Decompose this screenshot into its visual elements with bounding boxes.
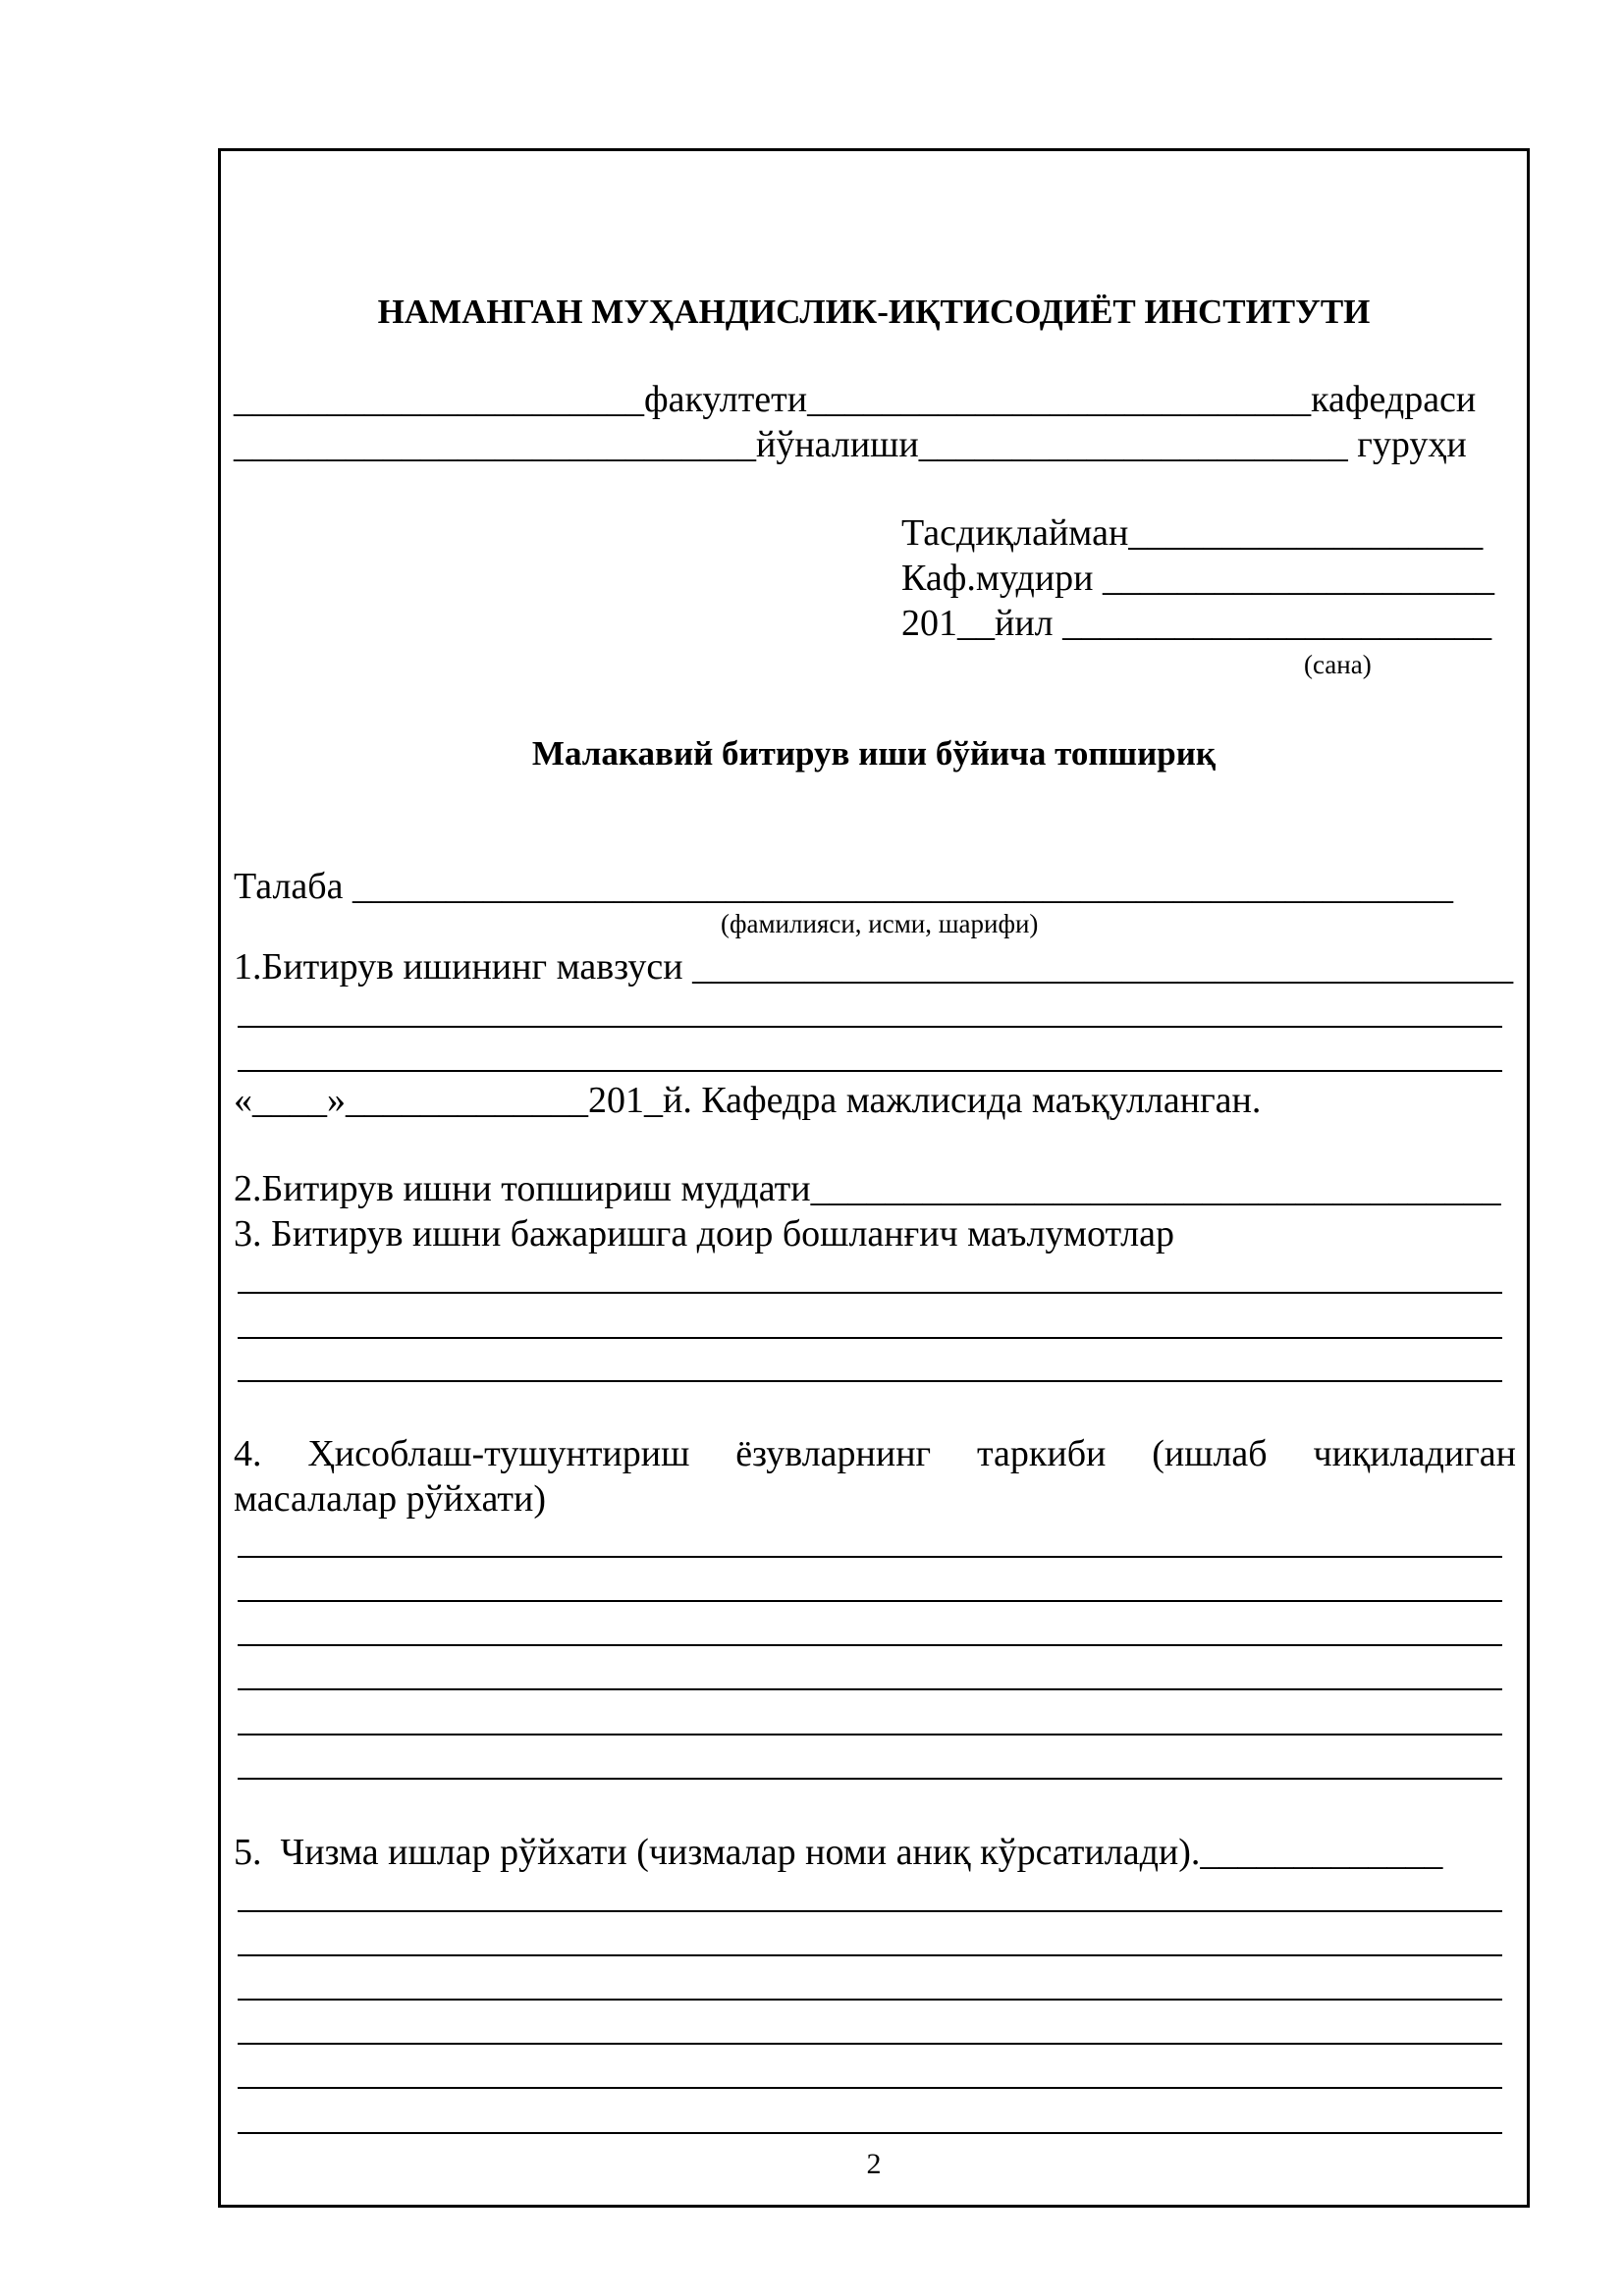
blank-line <box>238 2087 1502 2089</box>
blank-line <box>238 1600 1502 1602</box>
blank-line <box>238 1556 1502 1558</box>
blank-line <box>238 1999 1502 2001</box>
assignment-title: Малакавий битирув иши бўйича топшириқ <box>531 734 1217 773</box>
blank-line <box>238 1954 1502 1956</box>
calc-notes-heading: 4. Ҳисоблаш-тушунтириш ёзувларнинг таркиби (ишлаб чиқиладиган <box>234 1433 1516 1474</box>
drawings-heading: 5. Чизма ишлар рўйхати (чизмалар номи аниқ кўрсатилади)._____________ <box>234 1832 1443 1873</box>
year-line: 201__йил _______________________ <box>901 603 1492 644</box>
blank-line <box>238 1380 1502 1382</box>
blank-line <box>238 2043 1502 2045</box>
department-head-line: Каф.мудири _____________________ <box>901 558 1494 599</box>
deadline-line: 2.Битирув ишни топшириш муддати_____________________________________ <box>234 1168 1501 1209</box>
blank-line <box>238 1292 1502 1294</box>
blank-line <box>238 1778 1502 1780</box>
blank-line <box>238 1734 1502 1735</box>
blank-line <box>238 2132 1502 2134</box>
page-number: 2 <box>866 2148 882 2180</box>
student-name-hint: (фамилияси, исми, шарифи) <box>721 909 1039 938</box>
department-approval-line: «____»_____________201_й. Кафедра мажлисида маъқулланган. <box>234 1080 1262 1121</box>
blank-line <box>238 1026 1502 1028</box>
student-line: Талаба ___________________________________________________________ <box>234 866 1453 907</box>
blank-line <box>238 1688 1502 1690</box>
approve-line: Тасдиқлайман___________________ <box>901 512 1484 554</box>
topic-line: 1.Битирув ишининг мавзуси ____________________________________________ <box>234 946 1514 988</box>
date-hint: (сана) <box>1304 650 1372 679</box>
blank-line <box>238 1644 1502 1646</box>
institute-title: НАМАНГАН МУҲАНДИСЛИК-ИҚТИСОДИЁТ ИНСТИТУТИ <box>377 293 1371 331</box>
direction-group-line: ____________________________йўналиши_______________________ гуруҳи <box>234 424 1467 465</box>
faculty-department-line: ______________________факултети___________________________кафедраси <box>234 379 1477 420</box>
initial-data-heading: 3. Битирув ишни бажаришга доир бошланғич маълумотлар <box>234 1213 1174 1255</box>
blank-line <box>238 1070 1502 1072</box>
blank-line <box>238 1337 1502 1339</box>
blank-line <box>238 1910 1502 1912</box>
calc-notes-heading-cont: масалалар рўйхати) <box>234 1478 546 1520</box>
